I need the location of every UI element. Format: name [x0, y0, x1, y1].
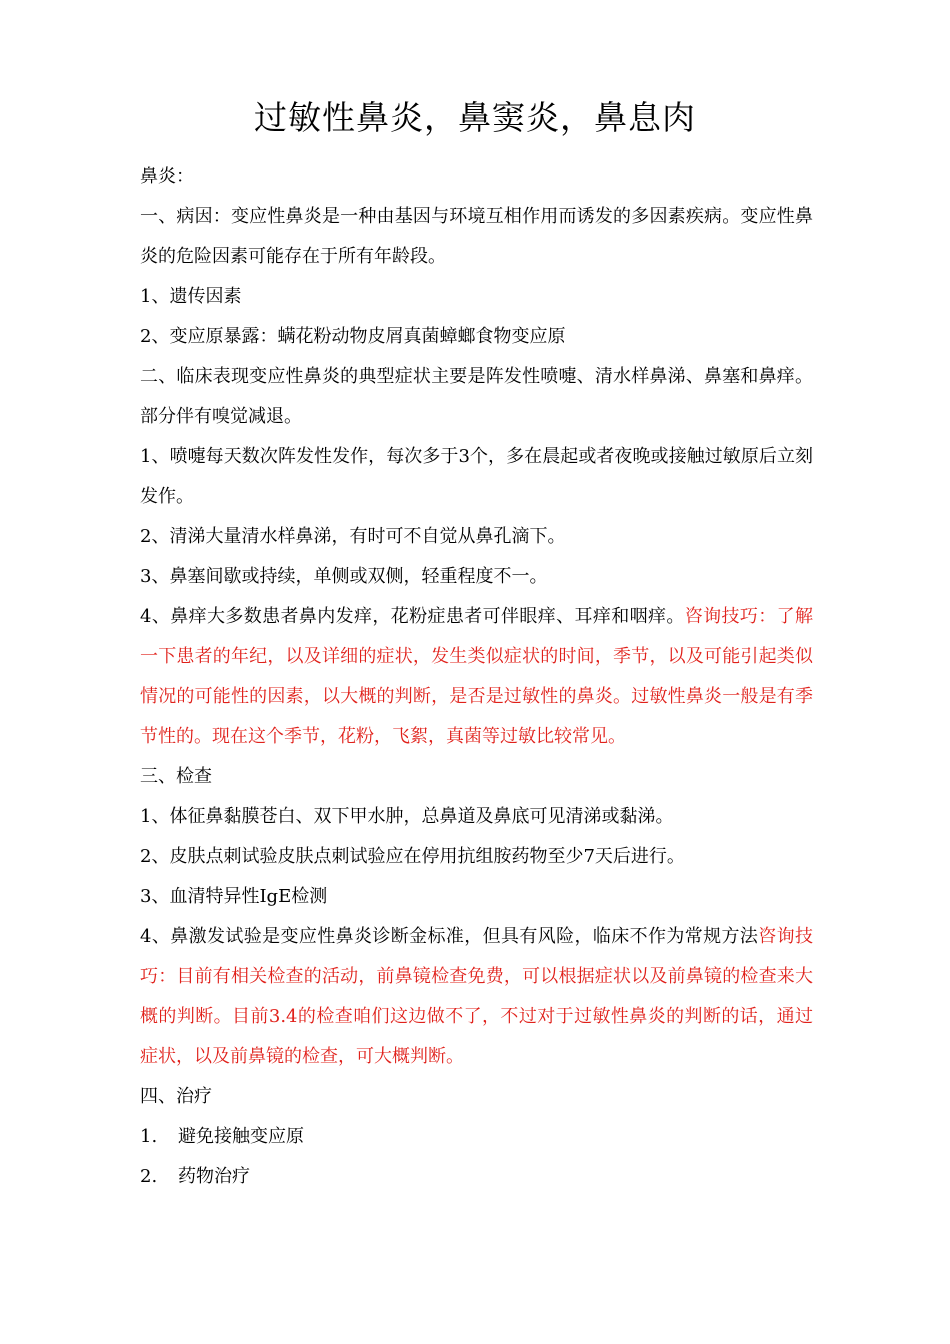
- section-heading-rhinitis: 鼻炎：: [140, 166, 194, 187]
- list-item-text: 避免接触变应原: [178, 1126, 304, 1147]
- paragraph-exam-4: [140, 917, 813, 1077]
- list-item: [140, 1117, 813, 1157]
- list-item-text: 药物治疗: [178, 1166, 250, 1187]
- list-item-number: 2.: [140, 1166, 158, 1187]
- paragraph-clinical-2: 2、清涕大量清水样鼻涕，有时可不自觉从鼻孔滴下。: [140, 526, 566, 547]
- paragraph-cause-1: 1、遗传因素: [140, 286, 242, 307]
- consult-tip-clinical: 咨询技巧：了解一下患者的年纪，以及详细的症状，发生类似症状的时间，季节，以及可能引起类似情况的可能性的因素，以大概的判断，是否是过敏性的鼻炎。过敏性鼻炎一般是有季节性的。现在这个季节，花粉，飞絮，真菌等过敏比较常见。: [140, 606, 814, 747]
- document-title: 过敏性鼻炎，鼻窦炎，鼻息肉: [254, 98, 696, 137]
- section-heading-exam: 三、检查: [140, 766, 212, 787]
- list-item: [140, 1157, 813, 1197]
- paragraph-clinical-3: 3、鼻塞间歇或持续，单侧或双侧，轻重程度不一。: [140, 566, 548, 587]
- list-item-number: 1.: [140, 1126, 158, 1147]
- clinical-4-text: 4、鼻痒大多数患者鼻内发痒，花粉症患者可伴眼痒、耳痒和咽痒。: [140, 606, 685, 627]
- paragraph-cause-2: 2、变应原暴露：螨花粉动物皮屑真菌蟑螂食物变应原: [140, 326, 566, 347]
- document-body: [140, 157, 813, 1197]
- paragraph-exam-1: 1、体征鼻黏膜苍白、双下甲水肿，总鼻道及鼻底可见清涕或黏涕。: [140, 806, 674, 827]
- paragraph-clinical: 二、临床表现变应性鼻炎的典型症状主要是阵发性喷嚏、清水样鼻涕、鼻塞和鼻痒。部分伴有嗅觉减退。: [140, 366, 813, 427]
- consult-tip-exam: 咨询技巧：目前有相关检查的活动，前鼻镜检查免费，可以根据症状以及前鼻镜的检查来大概的判断。目前3.4的检查咱们这边做不了，不过对于过敏性鼻炎的判断的话，通过症状，以及前鼻镜的检查，可大概判断。: [140, 926, 814, 1067]
- paragraph-exam-3: 3、血清特异性IgE检测: [140, 886, 328, 907]
- paragraph-clinical-1: 1、喷嚏每天数次阵发性发作，每次多于3个，多在晨起或者夜晚或接触过敏原后立刻发作。: [140, 446, 813, 507]
- section-heading-treatment: 四、治疗: [140, 1086, 212, 1107]
- paragraph-exam-2: 2、皮肤点刺试验皮肤点刺试验应在停用抗组胺药物至少7天后进行。: [140, 846, 685, 867]
- exam-4-text: 4、鼻激发试验是变应性鼻炎诊断金标准，但具有风险，临床不作为常规方法: [140, 926, 759, 947]
- paragraph-clinical-4: [140, 597, 813, 757]
- paragraph-cause: 一、病因：变应性鼻炎是一种由基因与环境互相作用而诱发的多因素疾病。变应性鼻炎的危险因素可能存在于所有年龄段。: [140, 206, 813, 267]
